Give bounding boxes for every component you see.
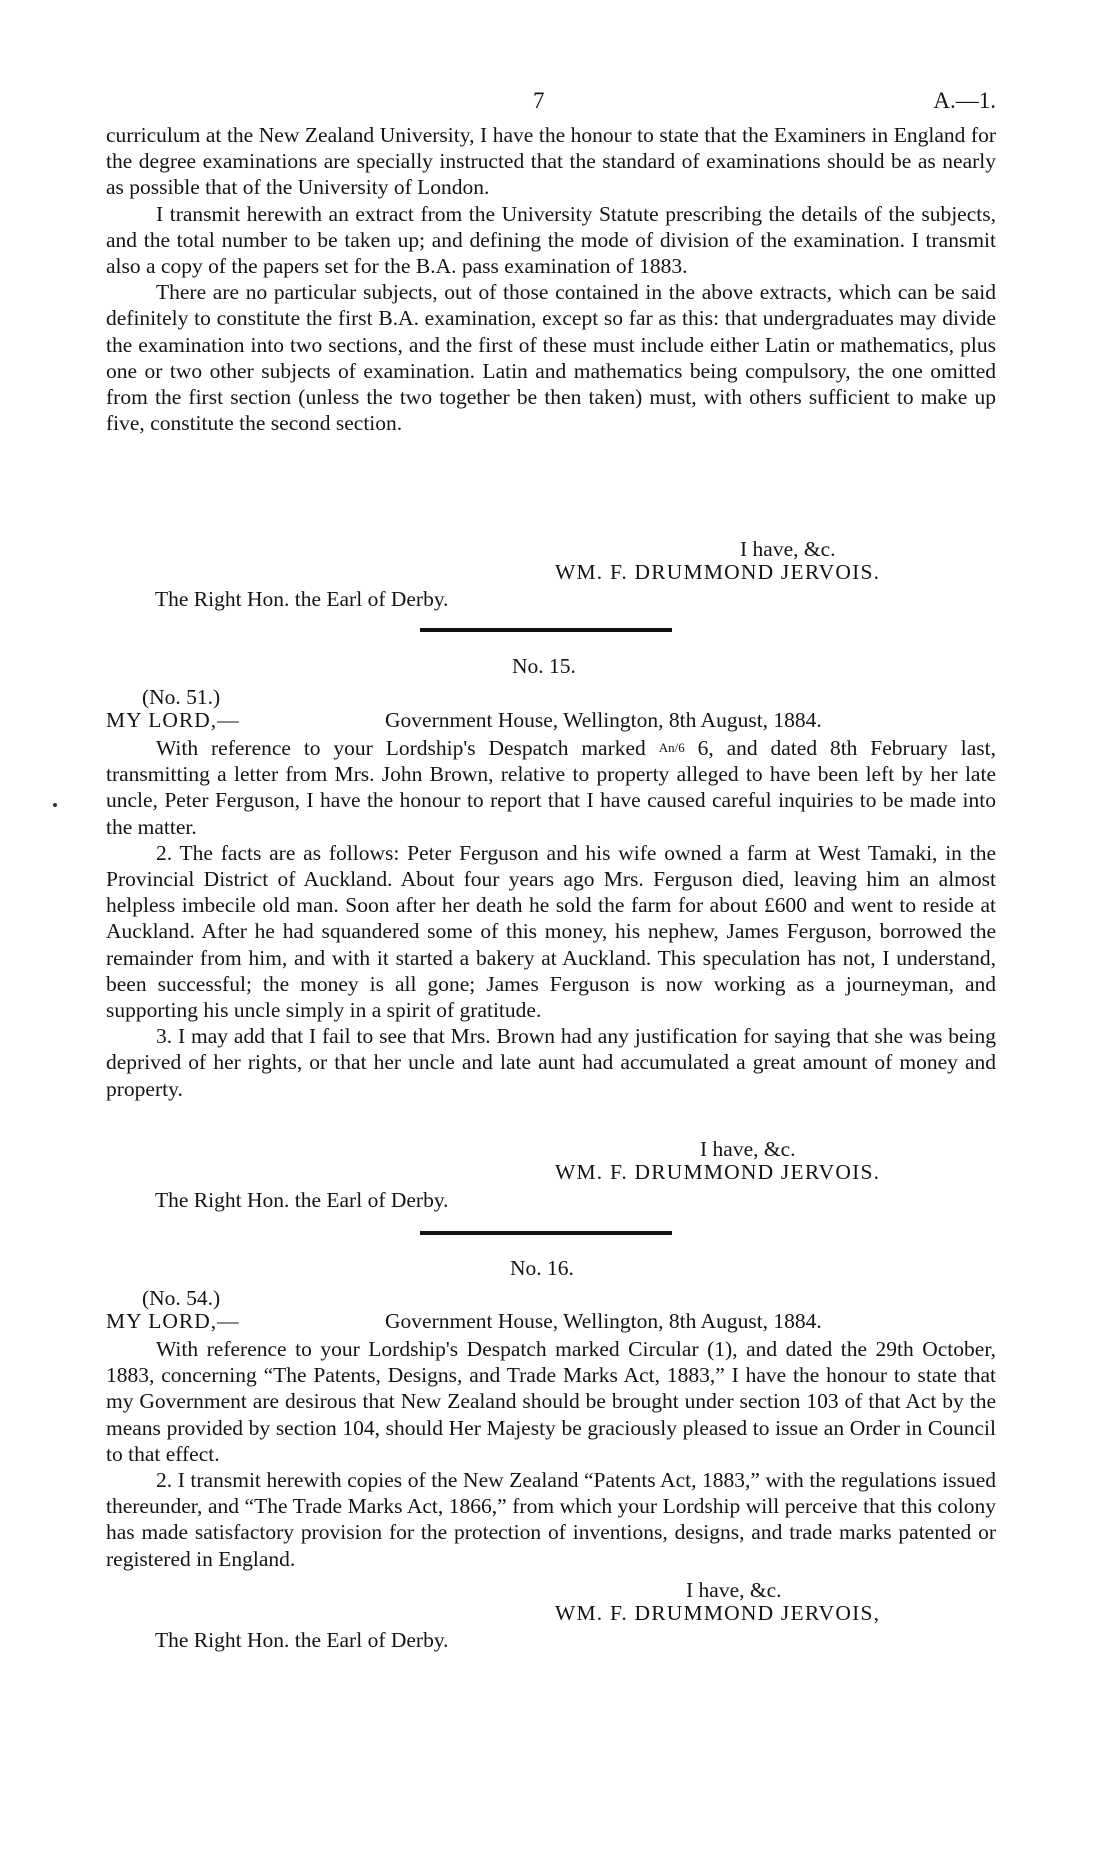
paragraph <box>106 735 996 840</box>
closing-line: I have, &c. <box>700 1137 796 1161</box>
despatch-reference: (No. 54.) <box>142 1286 221 1310</box>
section-divider <box>420 628 672 632</box>
signature: WM. F. DRUMMOND JERVOIS. <box>555 560 881 584</box>
paragraph: 3. I may add that I fail to see that Mrs. Brown had any justification for saying that she was being deprived of her rights, or that her uncle and late aunt had accumulated a great amount of money and property. <box>106 1024 996 1101</box>
dateline: Government House, Wellington, 8th August, 1884. <box>385 708 822 732</box>
margin-mark <box>53 803 57 807</box>
despatch-heading: No. 16. <box>510 1256 574 1280</box>
salutation: MY LORD,— <box>106 708 240 732</box>
document-reference: A.—1. <box>933 88 996 113</box>
paragraph-text: With reference to your Lordship's Despatch marked <box>156 736 646 760</box>
signature: WM. F. DRUMMOND JERVOIS. <box>555 1160 881 1184</box>
despatch-mark: An/6 <box>658 740 685 755</box>
despatch-reference: (No. 51.) <box>142 685 221 709</box>
signature: WM. F. DRUMMOND JERVOIS, <box>555 1601 881 1625</box>
section-divider <box>420 1231 672 1235</box>
paragraph: 2. The facts are as follows: Peter Ferguson and his wife owned a farm at West Tamaki, in the Provincial District of Auckland. About four years ago Mrs. Ferguson died, leaving him an almost helpless imbecile old man. Soon after her death he sold the farm for about £600 and went to reside at Auckland. After he had squandered some of this money, his nephew, James Ferguson, borrowed the remainder from him, and with it started a bakery at Auckland. This speculation has not, I understand, been successful; the money is all gone; James Ferguson is now working as a journeyman, and supporting his uncle simply in a spirit of gratitude. <box>106 840 996 1023</box>
paragraph: There are no particular subjects, out of those contained in the above extracts, which can be said definitely to constitute the first B.A. examination, except so far as this: that undergraduates may divide the examination into two sections, and the first of these must include either Latin or mathematics, plus one or two other subjects of examination. Latin and mathematics being compulsory, the one omitted from the first section (unless the two together be then taken) must, with others sufficient to make up five, constitute the second section. <box>106 280 996 436</box>
despatch-15-text <box>106 735 996 1102</box>
addressee: The Right Hon. the Earl of Derby. <box>155 587 449 611</box>
paragraph: curriculum at the New Zealand University, I have the honour to state that the Examiners in England for the degree examinations are specially instructed that the standard of examinations should be as nearly as possible that of the University of London. <box>106 123 996 200</box>
despatch-heading: No. 15. <box>512 654 576 678</box>
closing-line: I have, &c. <box>686 1578 782 1602</box>
paragraph: I transmit herewith an extract from the University Statute prescribing the details of the subjects, and the total number to be taken up; and defining the mode of division of the examination. I transmit also a copy of the papers set for the B.A. pass examination of 1883. <box>106 201 996 279</box>
closing-line: I have, &c. <box>740 537 836 561</box>
despatch-16-text <box>106 1336 996 1572</box>
paragraph-text: 6, and dated 8th February last, transmitting a letter from Mrs. John Brown, relative to property alleged to have been left by her late uncle, Peter Ferguson, I have the honour to report that I have caused careful inquiries to be made into the matter. <box>106 736 997 839</box>
dateline: Government House, Wellington, 8th August, 1884. <box>385 1309 822 1333</box>
intro-text <box>106 122 996 436</box>
addressee: The Right Hon. the Earl of Derby. <box>155 1628 449 1652</box>
page-number: 7 <box>533 88 545 113</box>
paragraph: 2. I transmit herewith copies of the New Zealand “Patents Act, 1883,” with the regulations issued thereunder, and “The Trade Marks Act, 1866,” from which your Lordship will perceive that this colony has made satisfactory provision for the protection of inventions, designs, and trade marks patented or registered in England. <box>106 1468 996 1571</box>
paragraph: With reference to your Lordship's Despatch marked Circular (1), and dated the 29th October, 1883, concerning “The Patents, Designs, and Trade Marks Act, 1883,” I have the honour to state that my Government are desirous that New Zealand should be brought under section 103 of that Act by the means provided by section 104, should Her Majesty be graciously pleased to issue an Order in Council to that effect. <box>106 1337 996 1466</box>
salutation: MY LORD,— <box>106 1309 240 1333</box>
page-header <box>106 88 996 118</box>
addressee: The Right Hon. the Earl of Derby. <box>155 1188 449 1212</box>
